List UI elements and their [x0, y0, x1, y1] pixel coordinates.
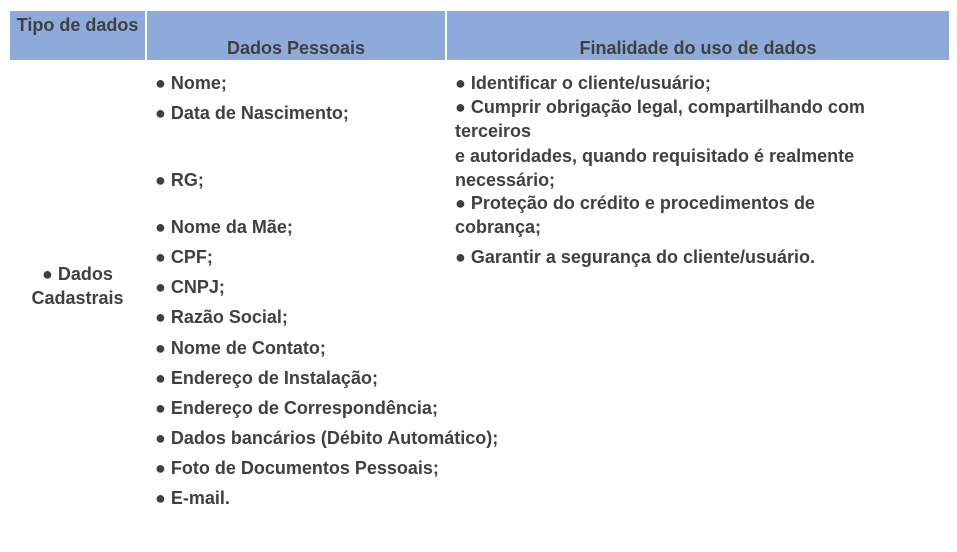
dados-item-endereco-instalacao: ● Endereço de Instalação; — [155, 368, 378, 388]
finalidade-line: ● Cumprir obrigação legal, compartilhando com — [455, 97, 865, 117]
dados-item-nome: ● Nome; — [155, 73, 227, 93]
header-dados-label: Dados Pessoais — [226, 38, 366, 58]
dados-item-nome-contato: ● Nome de Contato; — [155, 338, 326, 358]
dados-item-rg: ● RG; — [155, 170, 204, 190]
dados-item-cpf: ● CPF; — [155, 247, 213, 267]
dados-item-nome-mae: ● Nome da Mãe; — [155, 217, 293, 237]
header-dados-pessoais — [147, 11, 445, 60]
dados-item-dados-bancarios: ● Dados bancários (Débito Automático); — [155, 428, 499, 448]
header-tipo-de-dados — [10, 11, 145, 60]
dados-item-endereco-correspondencia: ● Endereço de Correspondência; — [155, 398, 438, 418]
header-finalidade — [447, 11, 949, 60]
dados-item-email: ● E-mail. — [155, 488, 230, 508]
dados-item-nascimento: ● Data de Nascimento; — [155, 103, 349, 123]
finalidade-line: e autoridades, quando requisitado é realmente — [455, 146, 855, 166]
dados-item-cnpj: ● CNPJ; — [155, 277, 225, 297]
header-finalidade-label: Finalidade do uso de dados — [579, 38, 817, 58]
finalidade-line: ● Garantir a segurança do cliente/usuário. — [455, 247, 815, 267]
finalidade-line: ● Identificar o cliente/usuário; — [455, 73, 711, 93]
finalidade-line: necessário; — [455, 170, 556, 190]
finalidade-line: cobrança; — [455, 217, 542, 237]
tipo-cell-line2: Cadastrais — [31, 288, 124, 308]
dados-item-razao-social: ● Razão Social; — [155, 307, 288, 327]
header-tipo-label: Tipo de dados — [16, 15, 139, 35]
tipo-cell-line1: ● Dados — [42, 264, 113, 284]
dados-item-foto-documentos: ● Foto de Documentos Pessoais; — [155, 458, 439, 478]
finalidade-line: ● Proteção do crédito e procedimentos de — [455, 193, 815, 213]
tipo-cell — [10, 262, 145, 310]
finalidade-line: terceiros — [455, 121, 532, 141]
